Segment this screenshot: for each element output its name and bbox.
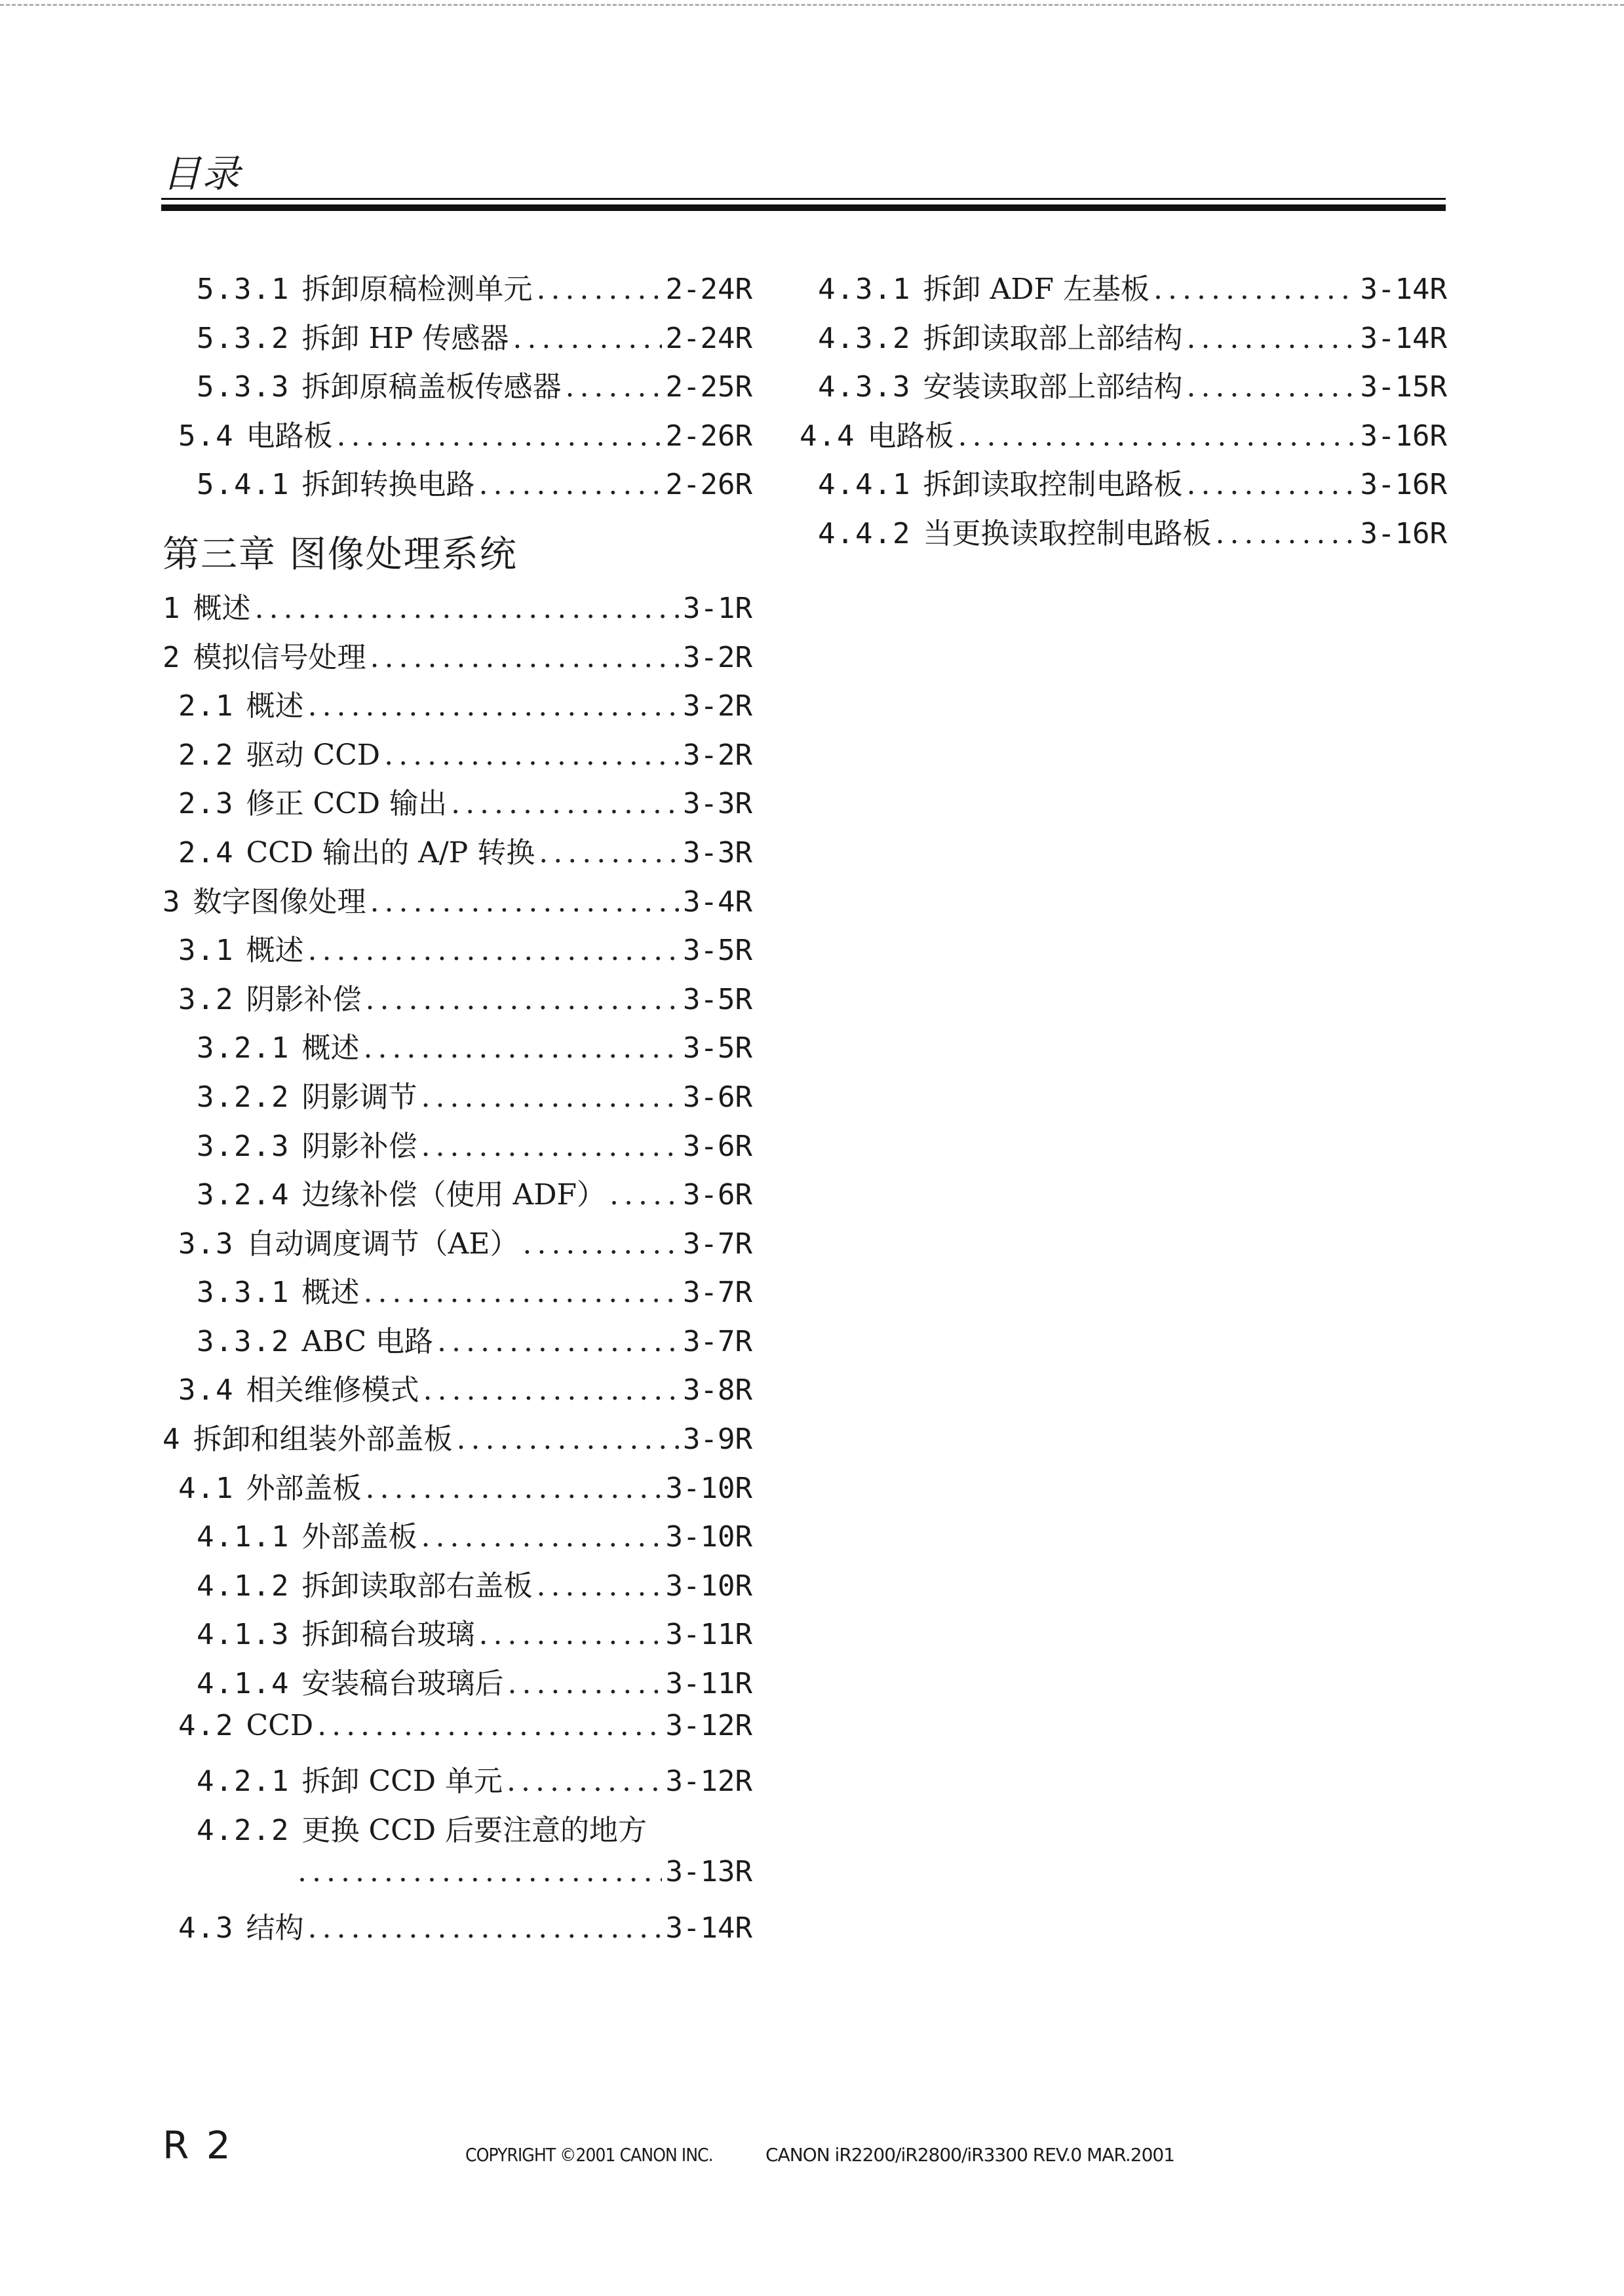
- toc-entry[interactable]: [163, 780, 752, 829]
- toc-entry-label: 边缘补偿（使用 ADF）: [301, 1178, 606, 1212]
- toc-entry-page: 3-11R: [665, 1618, 752, 1652]
- toc-entry[interactable]: [163, 1611, 752, 1660]
- page-number: R 2: [163, 2123, 233, 2168]
- toc-entry[interactable]: [163, 829, 752, 878]
- toc-entry-label: 拆卸 CCD 单元: [301, 1765, 503, 1799]
- toc-entry-page: 3-6R: [683, 1080, 752, 1114]
- toc-entry-page: 3-9R: [683, 1423, 752, 1457]
- toc-entry-label: 驱动 CCD: [246, 738, 381, 772]
- toc-chapter-3: [163, 584, 752, 1807]
- toc-entry-number: 4.1.3: [197, 1618, 290, 1652]
- toc-entry-number: 4.1.2: [197, 1569, 290, 1603]
- toc-entry-number: 3.2: [178, 982, 235, 1016]
- toc-entry-page: 3-3R: [683, 835, 752, 870]
- scan-edge-line: [0, 4, 1624, 6]
- toc-entry-label: 概述: [193, 591, 251, 625]
- toc-entry[interactable]: [163, 1024, 752, 1073]
- toc-entry[interactable]: [163, 1904, 752, 1953]
- toc-entry[interactable]: [163, 1757, 752, 1807]
- toc-entry-label: 模拟信号处理: [193, 640, 366, 674]
- toc-entry-number: 4.2.2: [197, 1813, 290, 1847]
- toc-entry-number: 4.2.1: [197, 1765, 290, 1799]
- toc-leader-dots: [421, 1130, 679, 1163]
- toc-entry-label: ABC 电路: [301, 1324, 434, 1358]
- toc-entry-number: 5.4.1: [197, 468, 290, 502]
- toc-entry[interactable]: [163, 1660, 752, 1709]
- toc-entry-number: 4.3: [178, 1911, 235, 1945]
- toc-entry-number: 5.3.1: [197, 273, 290, 306]
- header-rule-thin: [161, 198, 1446, 200]
- toc-leader-dots: [1186, 468, 1356, 501]
- toc-entry-number: 3: [163, 885, 182, 919]
- toc-entry-number: 2.4: [178, 835, 235, 870]
- toc-entry-label: 相关维修模式: [246, 1373, 419, 1407]
- toc-entry[interactable]: [163, 634, 752, 683]
- toc-entry-label: 概述: [246, 934, 304, 968]
- toc-entry-number: 1: [163, 591, 182, 625]
- toc-entry-label: CCD 输出的 A/P 转换: [246, 835, 535, 870]
- toc-entry-page: 3-16R: [1360, 419, 1447, 453]
- toc-entry-number: 4.3.3: [818, 370, 912, 404]
- toc-entry-page: 2-26R: [665, 419, 752, 453]
- toc-entry-number: 5.3.2: [197, 321, 290, 355]
- toc-leader-dots: [507, 1765, 662, 1798]
- toc-entry-page: 2-26R: [665, 468, 752, 502]
- toc-leader-dots: [365, 1472, 661, 1505]
- toc-entry[interactable]: [163, 412, 752, 461]
- toc-entry-number: 2.3: [178, 787, 235, 821]
- toc-leader-dots: [478, 468, 661, 501]
- header-rule-thick: [161, 204, 1446, 211]
- toc-entry[interactable]: [784, 461, 1447, 510]
- toc-leader-dots: [536, 1569, 661, 1603]
- toc-entry[interactable]: [163, 878, 752, 927]
- toc-entry-page: 3-16R: [1360, 516, 1447, 550]
- toc-entry-page: 2-25R: [665, 370, 752, 404]
- toc-leader-dots: [370, 885, 680, 919]
- toc-leader-dots: [512, 322, 661, 355]
- toc-leader-dots: [421, 1081, 679, 1114]
- toc-section-4-continued: [784, 265, 1447, 559]
- toc-entry-wrapped[interactable]: [163, 1807, 752, 1856]
- toc-section-2-continued: [163, 265, 752, 510]
- page-title: 目录: [163, 151, 242, 196]
- toc-entry-label: 阴影调节: [301, 1080, 417, 1114]
- toc-entry[interactable]: [163, 1513, 752, 1562]
- chapter-3-heading: 第三章 图像处理系统: [163, 533, 518, 576]
- toc-entry-number: 4: [163, 1423, 182, 1457]
- toc-leader-dots: [365, 983, 679, 1016]
- toc-entry[interactable]: [163, 1366, 752, 1415]
- toc-entry[interactable]: [163, 976, 752, 1025]
- toc-entry-label: 拆卸读取部右盖板: [301, 1569, 533, 1603]
- toc-leader-dots: [522, 1227, 679, 1261]
- toc-entry-label: 阴影补偿: [246, 982, 362, 1016]
- toc-entry[interactable]: [163, 1709, 752, 1758]
- toc-entry-page: 3-12R: [665, 1765, 752, 1799]
- toc-entry-number: 2.1: [178, 689, 235, 723]
- toc-entry[interactable]: [163, 461, 752, 510]
- toc-entry-label: 拆卸读取部上部结构: [923, 321, 1183, 355]
- toc-leader-dots: [1186, 322, 1356, 355]
- toc-entry-page: 3-8R: [683, 1373, 752, 1407]
- toc-entry-number: 3.2.1: [197, 1031, 290, 1065]
- toc-entry-page: 2-24R: [665, 273, 752, 306]
- toc-entry-label: 概述: [301, 1276, 360, 1310]
- toc-leader-dots: [1215, 517, 1356, 550]
- toc-entry-label: 电路板: [867, 419, 954, 453]
- toc-leader-dots: [255, 592, 680, 625]
- toc-entry-page: 3-16R: [1360, 468, 1447, 502]
- toc-entry-page: 3-5R: [683, 1031, 752, 1065]
- toc-entry-page: 3-10R: [665, 1520, 752, 1554]
- toc-entry[interactable]: [163, 315, 752, 364]
- toc-entry-number: 4.4.1: [818, 468, 912, 502]
- toc-leader-dots: [1186, 370, 1356, 404]
- toc-entry[interactable]: [163, 1220, 752, 1269]
- toc-entry-label: 电路板: [246, 419, 333, 453]
- toc-entry-number: 3.3: [178, 1227, 235, 1261]
- model-revision: CANON iR2200/iR2800/iR3300 REV.0 MAR.2001: [765, 2144, 1175, 2166]
- toc-entry-label: 更换 CCD 后要注意的地方: [301, 1813, 648, 1847]
- toc-entry[interactable]: [163, 731, 752, 780]
- toc-entry-number: 5.4: [178, 419, 235, 453]
- toc-entry-label: 外部盖板: [301, 1520, 417, 1554]
- toc-entry-label: 拆卸转换电路: [301, 468, 475, 502]
- toc-leader-dots: [336, 419, 661, 453]
- toc-entry-number: 4.3.2: [818, 321, 912, 355]
- toc-entry[interactable]: [163, 1122, 752, 1172]
- toc-leader-dots: [363, 1031, 679, 1065]
- toc-leader-dots: [384, 738, 679, 772]
- toc-leader-dots: [307, 689, 679, 723]
- toc-entry-label: 拆卸原稿检测单元: [301, 273, 533, 306]
- toc-entry-label: 外部盖板: [246, 1471, 362, 1505]
- toc-entry-number: 4.1.4: [197, 1667, 290, 1701]
- toc-entry-page: 3-4R: [683, 885, 752, 919]
- toc-entry-number: 5.3.3: [197, 370, 290, 404]
- toc-entry-page: 3-2R: [683, 738, 752, 772]
- toc-entry-page: 3-1R: [683, 591, 752, 625]
- toc-entry-label: 拆卸读取控制电路板: [923, 468, 1183, 502]
- toc-entry-page: 3-2R: [683, 640, 752, 674]
- toc-entry-page: 3-15R: [1360, 370, 1447, 404]
- toc-entry-label: 修正 CCD 输出: [246, 787, 448, 821]
- toc-leader-dots: [317, 1709, 661, 1742]
- toc-entry-page: 3-14R: [1360, 273, 1447, 306]
- toc-entry[interactable]: [163, 927, 752, 976]
- toc-entry-label: 概述: [301, 1031, 360, 1065]
- toc-leader-dots: [451, 787, 679, 820]
- toc-leader-dots: [536, 273, 661, 306]
- toc-entry-page: 3-13R: [665, 1855, 752, 1889]
- toc-entry-label: 阴影补偿: [301, 1129, 417, 1163]
- toc-entry-label: 当更换读取控制电路板: [923, 516, 1212, 550]
- toc-entry[interactable]: [163, 1562, 752, 1611]
- toc-entry-label: 拆卸 HP 传感器: [301, 321, 509, 355]
- toc-leader-dots: [507, 1667, 661, 1700]
- toc-entry-number: 4.2: [178, 1708, 235, 1742]
- toc-entry-number: 2: [163, 640, 182, 674]
- toc-entry-page: 3-12R: [665, 1708, 752, 1742]
- toc-right-column: [784, 265, 1447, 559]
- toc-entry[interactable]: [163, 682, 752, 731]
- toc-entry[interactable]: [163, 1415, 752, 1464]
- toc-entry-number: 3.2.4: [197, 1178, 290, 1212]
- toc-entry-page: 3-5R: [683, 934, 752, 968]
- toc-entry-label: 自动调度调节（AE）: [246, 1227, 519, 1261]
- toc-entry-label: 安装稿台玻璃后: [301, 1667, 504, 1701]
- toc-entry[interactable]: [163, 1269, 752, 1318]
- toc-entry-label: 拆卸 ADF 左基板: [923, 273, 1150, 306]
- toc-entry[interactable]: [784, 265, 1447, 315]
- toc-leader-dots: [423, 1373, 679, 1407]
- toc-entry-number: 4.1: [178, 1471, 235, 1505]
- toc-entry-number: 3.3.1: [197, 1276, 290, 1310]
- toc-entry-page: 3-2R: [683, 689, 752, 723]
- toc-leader-dots: [370, 641, 680, 674]
- toc-leader-dots: [609, 1178, 679, 1212]
- toc-leader-dots: [363, 1276, 679, 1309]
- toc-entry-page: 2-24R: [665, 321, 752, 355]
- toc-entry[interactable]: [784, 315, 1447, 364]
- toc-entry-number: 4.1.1: [197, 1520, 290, 1554]
- toc-entry[interactable]: [163, 1171, 752, 1220]
- toc-leader-dots: [421, 1520, 661, 1554]
- toc-entry-number: 3.3.2: [197, 1324, 290, 1358]
- toc-entry-page: 3-3R: [683, 787, 752, 821]
- toc-entry-page: 3-10R: [665, 1471, 752, 1505]
- toc-entry-label: 安装读取部上部结构: [923, 370, 1183, 404]
- toc-entry-number: 4.3.1: [818, 273, 912, 306]
- toc-leader-dots: [565, 370, 661, 404]
- toc-entry-number: 4.4.2: [818, 516, 912, 550]
- toc-entry[interactable]: [163, 584, 752, 634]
- toc-entry-number: 2.2: [178, 738, 235, 772]
- toc-leader-dots: [478, 1618, 661, 1651]
- toc-entry[interactable]: [163, 1464, 752, 1514]
- toc-entry-page: 3-5R: [683, 982, 752, 1016]
- toc-entry-number: 3.1: [178, 934, 235, 968]
- toc-entry-page: 3-6R: [683, 1129, 752, 1163]
- toc-entry-page: 3-11R: [665, 1667, 752, 1701]
- toc-entry-label: 拆卸原稿盖板传感器: [301, 370, 562, 404]
- toc-entry-label: 数字图像处理: [193, 885, 366, 919]
- toc-entry-page: 3-14R: [1360, 321, 1447, 355]
- toc-left-column: [163, 265, 752, 1953]
- toc-entry[interactable]: [784, 363, 1447, 412]
- toc-entry[interactable]: [163, 363, 752, 412]
- toc-entry-number: 3.4: [178, 1373, 235, 1407]
- toc-leader-dots: [307, 934, 679, 967]
- toc-entry-page: 3-7R: [683, 1276, 752, 1310]
- toc-entry-page: 3-7R: [683, 1227, 752, 1261]
- toc-leader-dots: [457, 1423, 680, 1456]
- toc-entry-label: 概述: [246, 689, 304, 723]
- toc-leader-dots: [539, 836, 679, 870]
- toc-entry-number: 3.2.3: [197, 1129, 290, 1163]
- toc-entry-page: 3-14R: [665, 1911, 752, 1945]
- toc-leader-dots: [307, 1911, 661, 1945]
- toc-leader-dots: [1153, 273, 1357, 306]
- toc-entry[interactable]: [784, 510, 1447, 559]
- toc-leader-dots: [298, 1855, 662, 1888]
- toc-leader-dots: [957, 419, 1356, 453]
- toc-entry-label: 拆卸和组装外部盖板: [193, 1423, 453, 1457]
- copyright-notice: COPYRIGHT ©2001 CANON INC.: [465, 2144, 713, 2166]
- toc-entry-label: 拆卸稿台玻璃: [301, 1618, 475, 1652]
- toc-entry-page: 3-10R: [665, 1569, 752, 1603]
- toc-entry-number: 4.4: [800, 419, 856, 453]
- toc-entry-page: 3-6R: [683, 1178, 752, 1212]
- toc-entry-label: CCD: [246, 1708, 314, 1742]
- toc-entry-number: 3.2.2: [197, 1080, 290, 1114]
- toc-entry[interactable]: [784, 412, 1447, 461]
- toc-entry[interactable]: [163, 1318, 752, 1367]
- toc-entry-wrapped-page-row[interactable]: [163, 1855, 752, 1904]
- toc-entry[interactable]: [163, 265, 752, 315]
- toc-entry-label: 结构: [246, 1911, 304, 1945]
- toc-leader-dots: [437, 1325, 679, 1358]
- toc-entry-page: 3-7R: [683, 1324, 752, 1358]
- toc-entry[interactable]: [163, 1073, 752, 1122]
